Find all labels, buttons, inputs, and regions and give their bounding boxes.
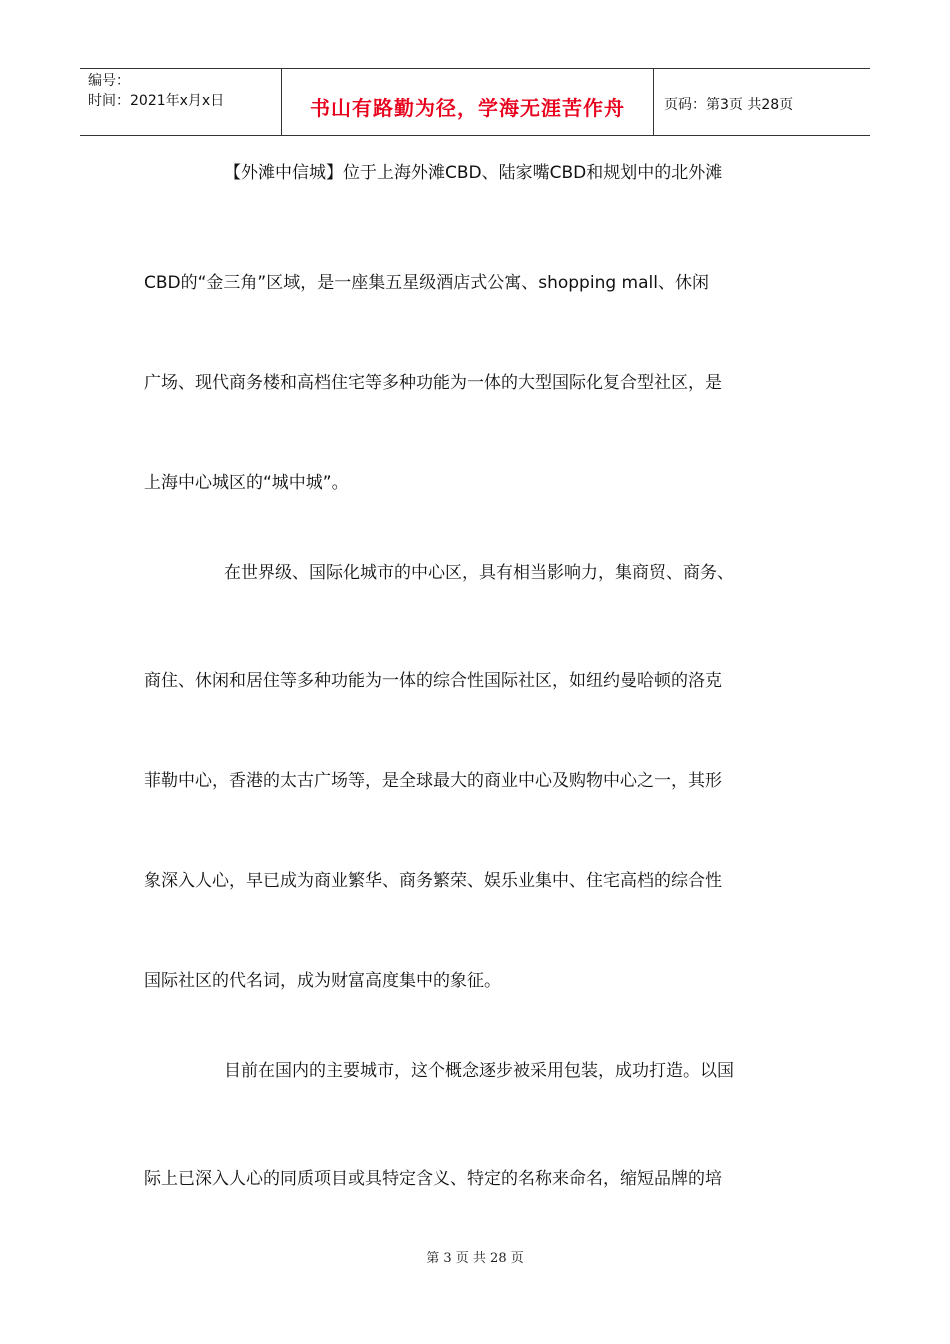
header-motto: 书山有路勤为径，学海无涯苦作舟	[310, 95, 625, 120]
paragraph-line: 象深入人心，早已成为商业繁华、商务繁荣、娱乐业集中、住宅高档的综合性	[144, 871, 722, 891]
document-header	[80, 68, 870, 136]
header-page-cell	[654, 69, 870, 135]
paragraph-line: 际上已深入人心的同质项目或具特定含义、特定的名称来命名，缩短品牌的培	[144, 1169, 722, 1189]
paragraph-line: 上海中心城区的“城中城”。	[144, 473, 349, 493]
paragraph-line: 目前在国内的主要城市，这个概念逐步被采用包装，成功打造。以国	[224, 1061, 734, 1081]
paragraph-line: 【外滩中信城】位于上海外滩CBD、陆家嘴CBD和规划中的北外滩	[224, 163, 723, 183]
header-motto-cell	[282, 69, 654, 135]
paragraph-line: 商住、休闲和居住等多种功能为一体的综合性国际社区，如纽约曼哈顿的洛克	[144, 671, 722, 691]
document-date-label: 时间：2021年x月x日	[88, 93, 225, 109]
paragraph-line: 菲勒中心，香港的太古广场等，是全球最大的商业中心及购物中心之一，其形	[144, 771, 722, 791]
paragraph-line: 广场、现代商务楼和高档住宅等多种功能为一体的大型国际化复合型社区，是	[144, 373, 722, 393]
paragraph-line: 在世界级、国际化城市的中心区，具有相当影响力，集商贸、商务、	[224, 563, 734, 583]
header-page-info: 页码：第3页 共28页	[664, 97, 794, 113]
paragraph-line: CBD的“金三角”区域，是一座集五星级酒店式公寓、shopping mall、休闲	[144, 273, 709, 293]
page-footer: 第 3 页 共 28 页	[426, 1251, 524, 1266]
document-number-label: 编号：	[88, 73, 130, 89]
header-meta-cell	[80, 69, 282, 135]
paragraph-line: 国际社区的代名词，成为财富高度集中的象征。	[144, 971, 501, 991]
